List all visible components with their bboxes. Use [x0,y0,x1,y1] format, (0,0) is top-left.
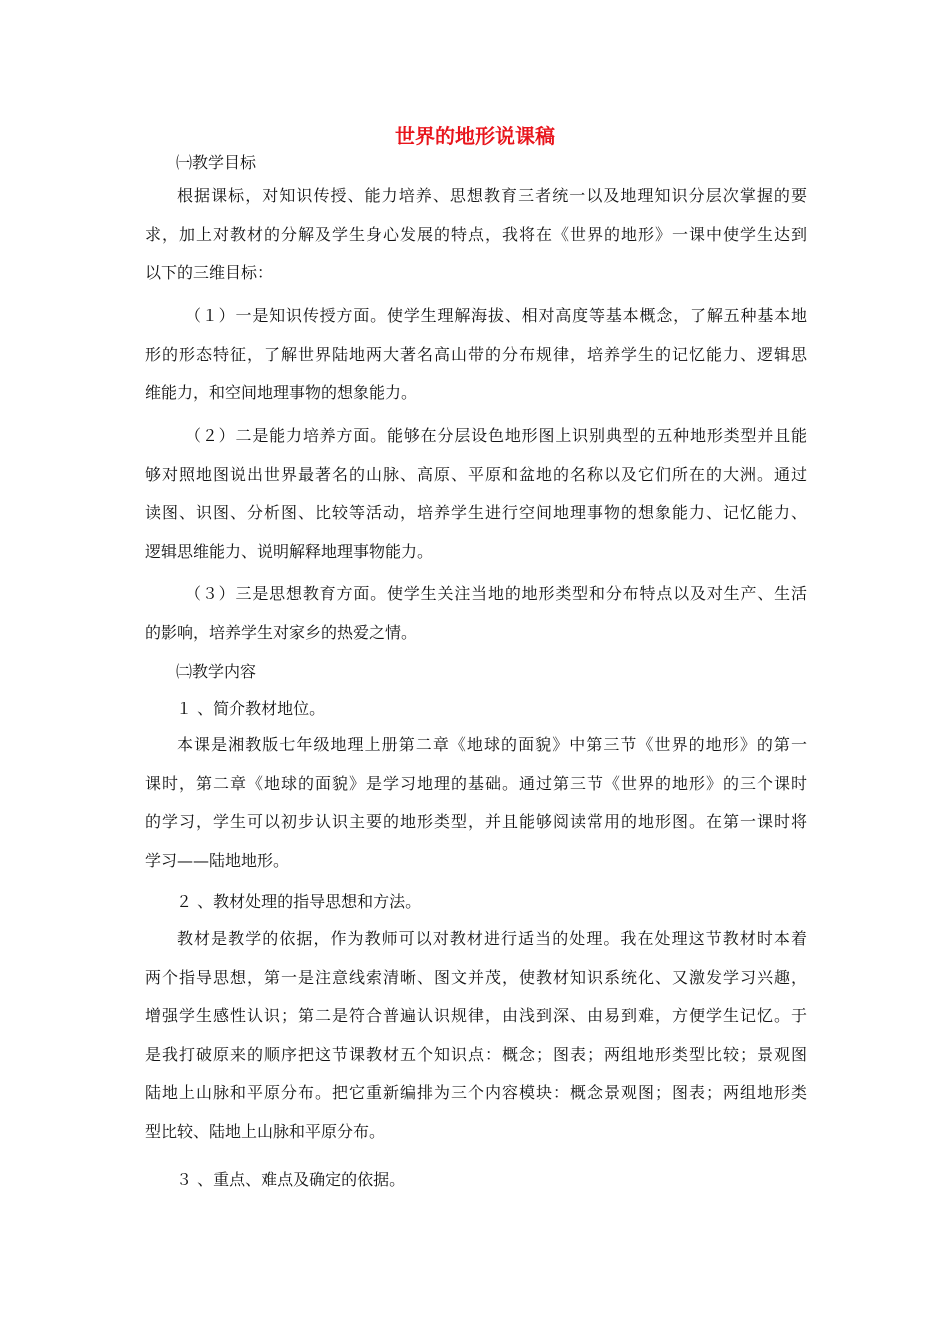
document-title: 世界的地形说课稿 [395,124,555,148]
text-line: （１）一是知识传授方面。使学生理解海拔、相对高度等基本概念，了解五种基本地 [185,306,807,325]
item-3-heading: ３ 、重点、难点及确定的依据。 [176,1170,406,1189]
intro-paragraph [145,177,807,293]
text-line: 的影响，培养学生对家乡的热爱之情。 [145,622,418,642]
text-line: 够对照地图说出世界最著名的山脉、高原、平原和盆地的名称以及它们所在的大洲。通过 [145,464,807,484]
text-line: 逻辑思维能力、说明解释地理事物能力。 [145,541,434,561]
item-1-heading: １ 、简介教材地位。 [176,699,326,718]
text-line: （２）二是能力培养方面。能够在分层设色地形图上识别典型的五种地形类型并且能 [185,426,807,445]
text-line: 型比较、陆地上山脉和平原分布。 [145,1121,386,1141]
goal-1-paragraph [145,297,807,413]
text-line: 课时，第二章《地球的面貌》是学习地理的基础。通过第三节《世界的地形》的三个课时 [145,773,807,793]
item-2-heading: ２ 、教材处理的指导思想和方法。 [176,892,422,911]
text-line: 两个指导思想，第一是注意线索清晰、图文并茂，使教材知识系统化、又激发学习兴趣， [145,967,807,987]
text-line: 本课是湘教版七年级地理上册第二章《地球的面貌》中第三节《世界的地形》的第一 [177,735,807,754]
text-line: 读图、识图、分析图、比较等活动，培养学生进行空间地理事物的想象能力、记忆能力、 [145,503,807,522]
text-line: 陆地上山脉和平原分布。把它重新编排为三个内容模块：概念景观图；图表；两组地形类 [145,1083,807,1102]
item-1-paragraph [145,726,807,880]
text-line: 形的形态特征，了解世界陆地两大著名高山带的分布规律，培养学生的记忆能力、逻辑思 [145,344,807,364]
text-line: 的学习，学生可以初步认识主要的地形类型，并且能够阅读常用的地形图。在第一课时将 [145,812,807,831]
text-line: 维能力，和空间地理事物的想象能力。 [145,383,418,402]
goal-3-paragraph [145,575,807,652]
text-line: 教材是教学的依据，作为教师可以对教材进行适当的处理。我在处理这节教材时本着 [177,929,807,948]
text-line: （３）三是思想教育方面。使学生关注当地的地形类型和分布特点以及对生产、生活 [185,584,807,603]
text-line: 以下的三维目标： [145,263,274,282]
goal-2-paragraph [145,417,807,571]
text-line: 增强学生感性认识；第二是符合普遍认识规律，由浅到深、由易到难，方便学生记忆。于 [145,1006,807,1025]
section-heading-content: ㈡教学内容 [176,662,257,681]
item-2-paragraph [145,920,807,1151]
text-line: 学习——陆地地形。 [145,850,290,870]
text-line: 求，加上对教材的分解及学生身心发展的特点，我将在《世界的地形》一课中使学生达到 [145,224,807,244]
text-line: 根据课标，对知识传授、能力培养、思想教育三者统一以及地理知识分层次掌握的要 [177,186,807,205]
section-heading-goals: ㈠教学目标 [176,153,257,172]
text-line: 是我打破原来的顺序把这节课教材五个知识点：概念；图表；两组地形类型比较；景观图 [145,1044,807,1064]
